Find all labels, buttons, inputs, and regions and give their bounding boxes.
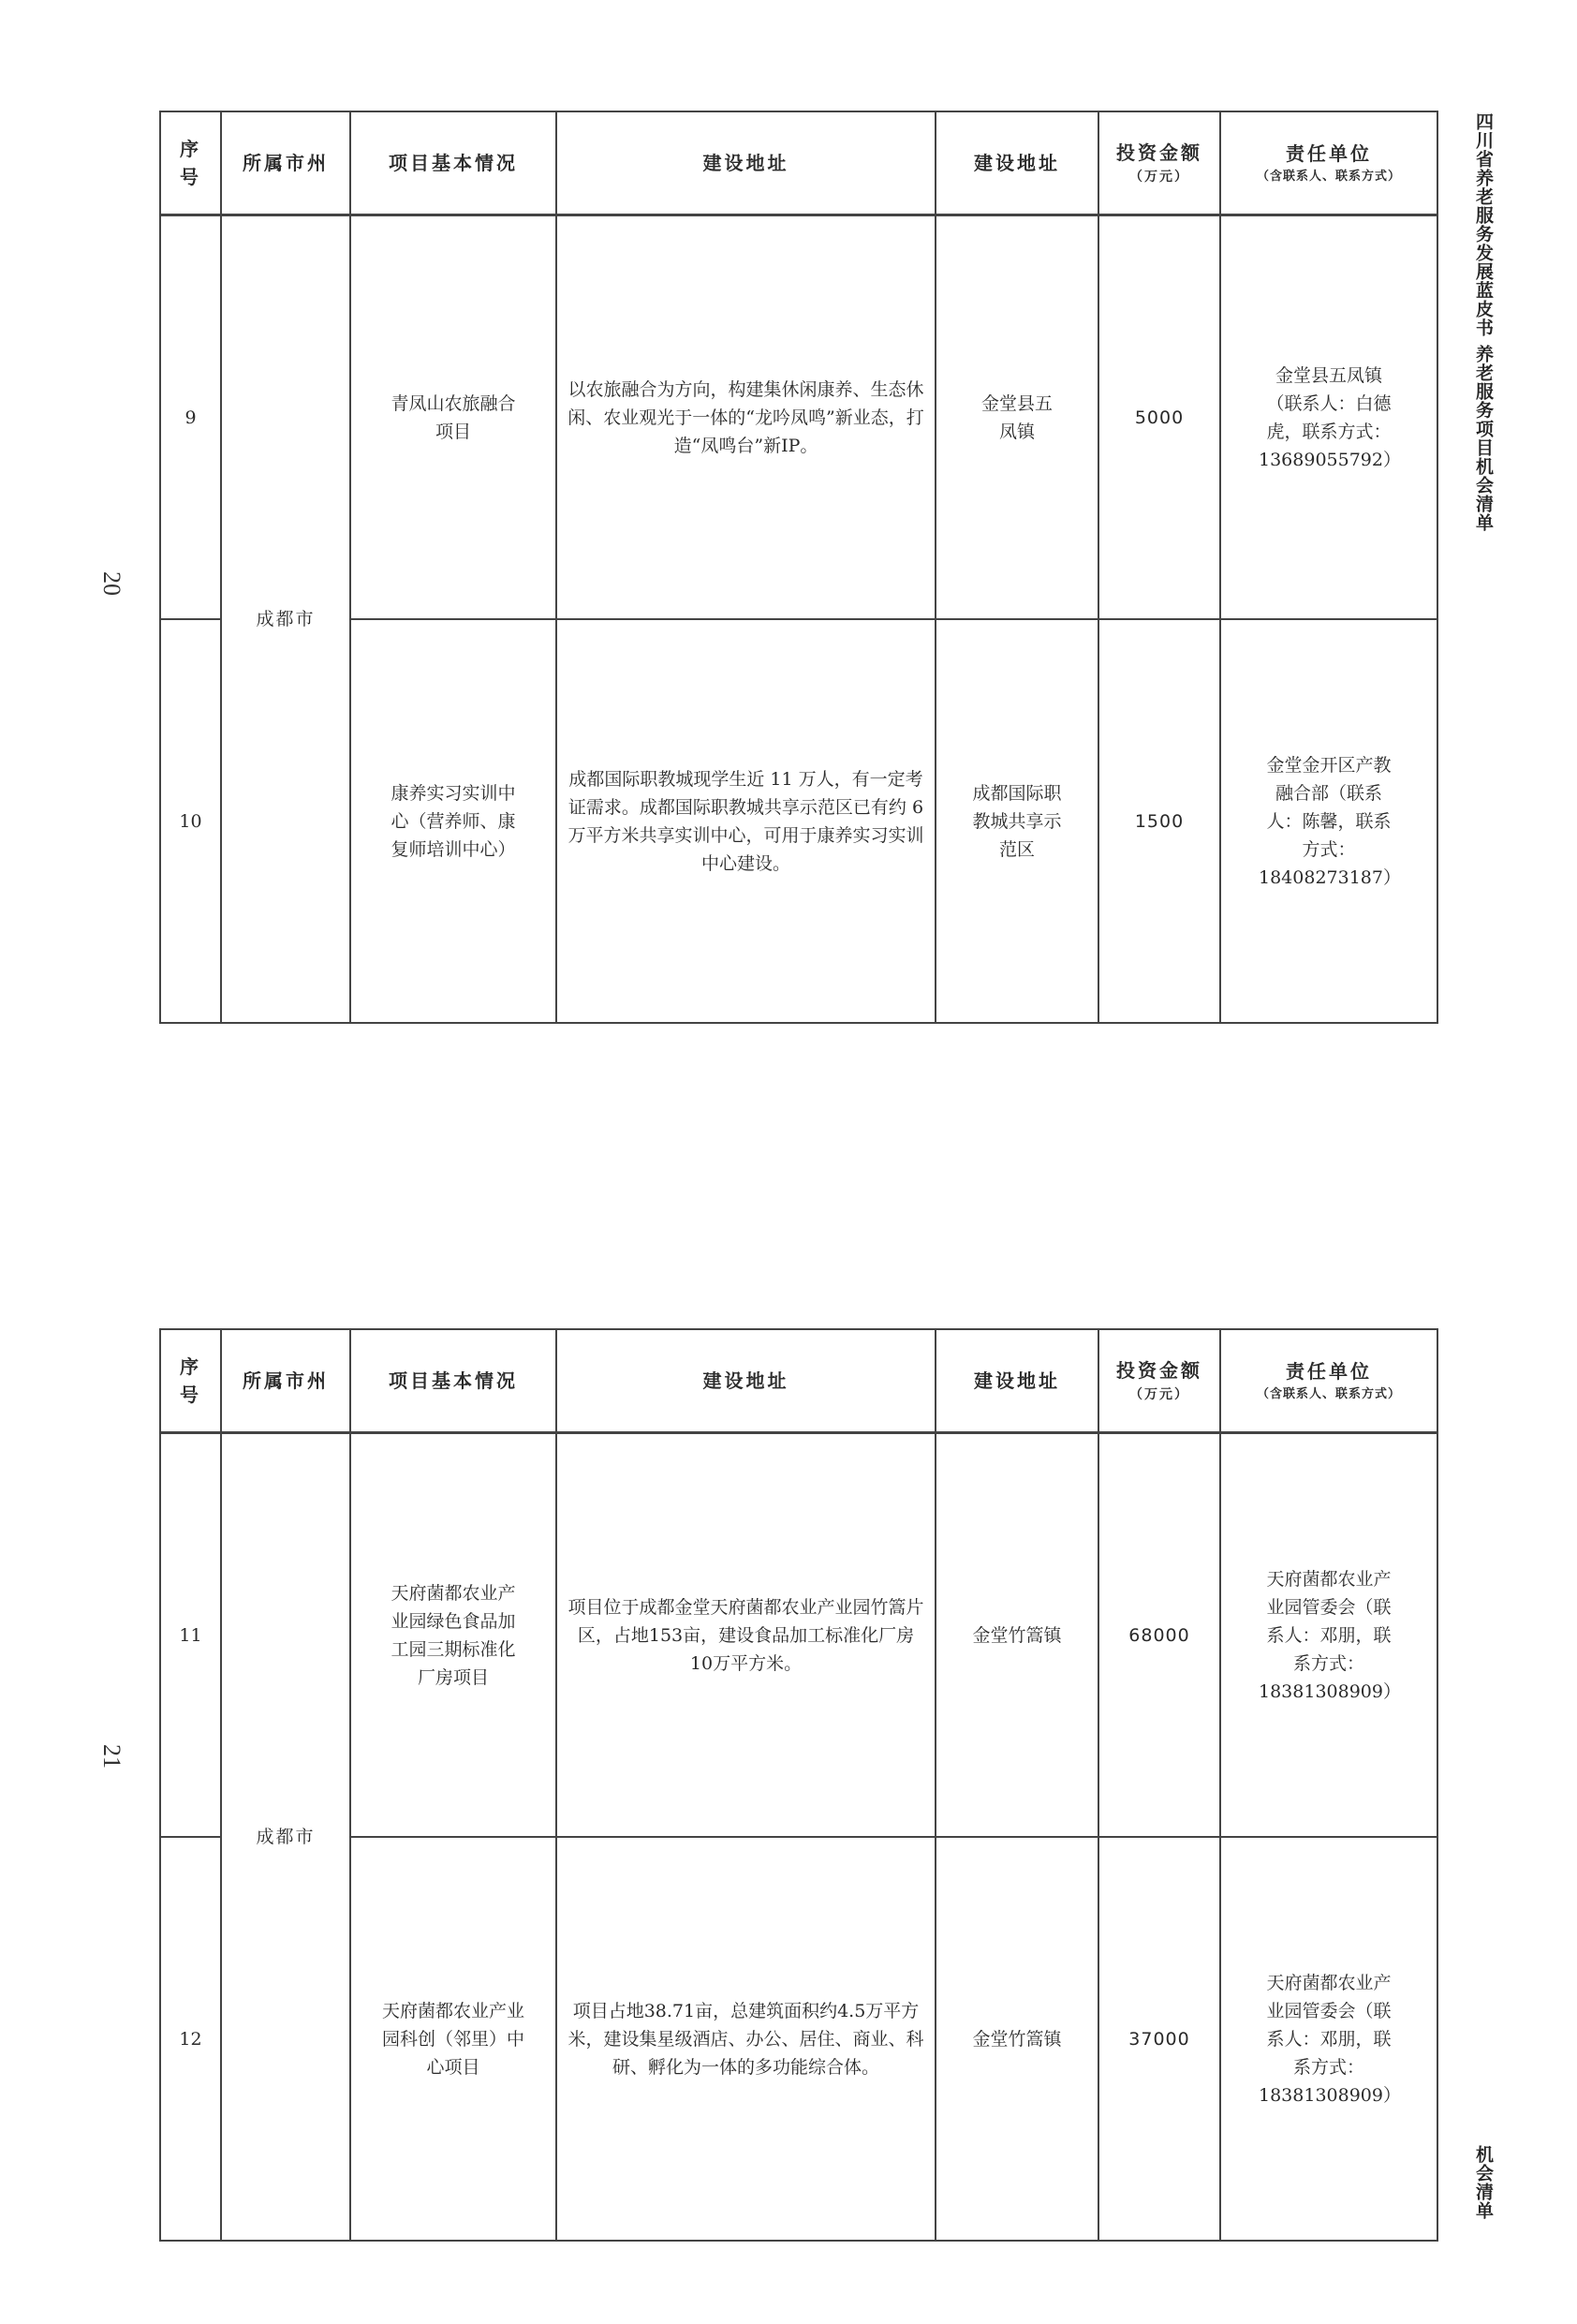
cell-location: 金堂竹篙镇 xyxy=(936,1837,1098,2241)
header-investment: 投资金额 （万元） xyxy=(1098,111,1220,215)
cell-seq: 11 xyxy=(160,1433,221,1838)
cell-responsible: 金堂金开区产教融合部（联系人：陈馨，联系方式：18408273187） xyxy=(1220,619,1437,1023)
project-table-page-20 xyxy=(159,111,1438,1024)
cell-investment: 1500 xyxy=(1098,619,1220,1023)
header-seq: 序号 xyxy=(160,1329,221,1433)
table-row xyxy=(160,215,1437,620)
cell-investment: 68000 xyxy=(1098,1433,1220,1838)
header-responsible-sub: （含联系人、联系方式） xyxy=(1256,170,1401,184)
header-seq: 序号 xyxy=(160,111,221,215)
header-investment-unit: （万元） xyxy=(1129,170,1189,185)
header-location: 建设地址 xyxy=(936,1329,1098,1433)
cell-project: 康养实习实训中心（营养师、康复师培训中心） xyxy=(350,619,556,1023)
cell-seq: 9 xyxy=(160,215,221,620)
header-content: 建设地址 xyxy=(556,1329,936,1433)
cell-content: 成都国际职教城现学生近 11 万人，有一定考证需求。成都国际职教城共享示范区已有约 6 万平方米共享实训中心，可用于康养实习实训中心建设。 xyxy=(556,619,936,1023)
cell-responsible: 天府菌都农业产业园管委会（联系人：邓朋，联系方式：18381308909） xyxy=(1220,1837,1437,2241)
page-number-20: 20 xyxy=(98,571,125,596)
project-table-page-21 xyxy=(159,1328,1438,2242)
header-investment: 投资金额 （万元） xyxy=(1098,1329,1220,1433)
table-header-row xyxy=(160,111,1437,215)
cell-content: 项目占地38.71亩，总建筑面积约4.5万平方米，建设集星级酒店、办公、居住、商业、科研、孵化为一体的多功能综合体。 xyxy=(556,1837,936,2241)
side-title-top: 四川省养老服务发展蓝皮书 养老服务项目机会清单 xyxy=(1473,112,1494,532)
cell-investment: 5000 xyxy=(1098,215,1220,620)
table-row xyxy=(160,619,1437,1023)
cell-location: 金堂县五凤镇 xyxy=(936,215,1098,620)
header-city: 所属市州 xyxy=(221,111,350,215)
cell-content: 项目位于成都金堂天府菌都农业产业园竹篙片区，占地153亩，建设食品加工标准化厂房10万平方米。 xyxy=(556,1433,936,1838)
cell-investment: 37000 xyxy=(1098,1837,1220,2241)
cell-project: 天府菌都农业产业园科创（邻里）中心项目 xyxy=(350,1837,556,2241)
cell-responsible: 金堂县五凤镇（联系人：白德虎，联系方式：13689055792） xyxy=(1220,215,1437,620)
cell-responsible: 天府菌都农业产业园管委会（联系人：邓朋，联系方式：18381308909） xyxy=(1220,1433,1437,1838)
page-number-21: 21 xyxy=(98,1744,125,1769)
table-header-row xyxy=(160,1329,1437,1433)
table-row xyxy=(160,1433,1437,1838)
cell-project: 天府菌都农业产业园绿色食品加工园三期标准化厂房项目 xyxy=(350,1433,556,1838)
header-investment-unit: （万元） xyxy=(1129,1387,1189,1402)
header-city: 所属市州 xyxy=(221,1329,350,1433)
cell-project: 青凤山农旅融合项目 xyxy=(350,215,556,620)
header-responsible-sub: （含联系人、联系方式） xyxy=(1256,1387,1401,1401)
header-project: 项目基本情况 xyxy=(350,111,556,215)
table-row xyxy=(160,1837,1437,2241)
cell-city: 成都市 xyxy=(221,1433,350,2242)
cell-location: 成都国际职教城共享示范区 xyxy=(936,619,1098,1023)
header-responsible: 责任单位 （含联系人、联系方式） xyxy=(1220,1329,1437,1433)
cell-seq: 12 xyxy=(160,1837,221,2241)
cell-seq: 10 xyxy=(160,619,221,1023)
header-project: 项目基本情况 xyxy=(350,1329,556,1433)
header-responsible: 责任单位 （含联系人、联系方式） xyxy=(1220,111,1437,215)
cell-city: 成都市 xyxy=(221,215,350,1024)
side-title-bottom: 机会清单 xyxy=(1473,2145,1494,2220)
header-content: 建设地址 xyxy=(556,111,936,215)
cell-location: 金堂竹篙镇 xyxy=(936,1433,1098,1838)
header-location: 建设地址 xyxy=(936,111,1098,215)
cell-content: 以农旅融合为方向，构建集休闲康养、生态休闲、农业观光于一体的“龙吟凤鸣”新业态，打造“凤鸣台”新IP。 xyxy=(556,215,936,620)
